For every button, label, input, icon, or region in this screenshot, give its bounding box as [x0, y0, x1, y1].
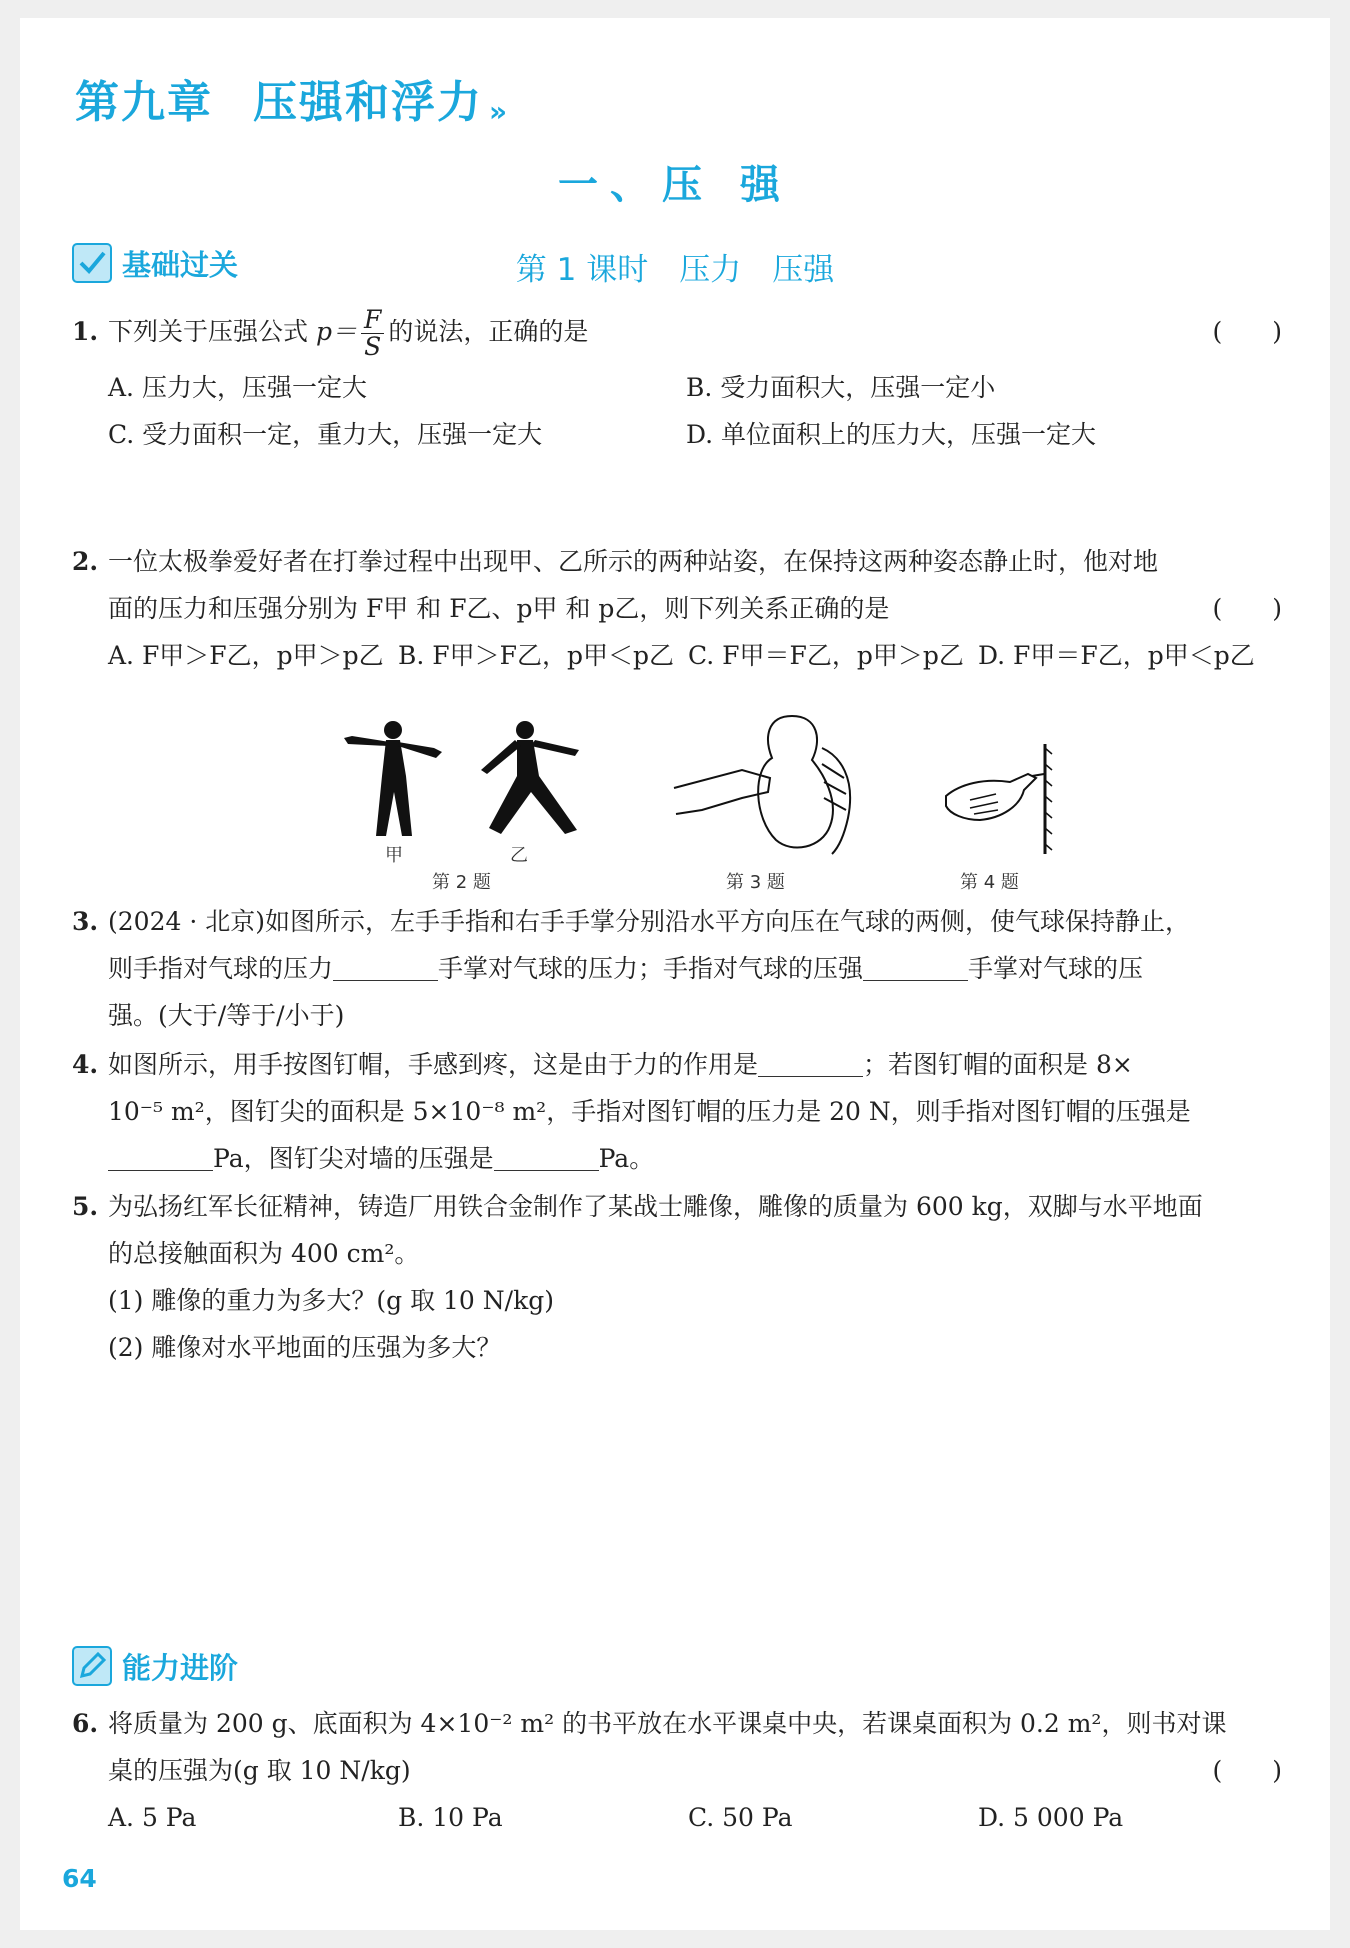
- thumbtack-wall-figure: [940, 744, 1060, 864]
- question-stem: 的总接触面积为 400 cm²。: [108, 1239, 420, 1268]
- question-stem: 的说法，正确的是: [388, 317, 589, 346]
- page-number: 64: [62, 1864, 97, 1893]
- option-c[interactable]: C. 受力面积一定，重力大，压强一定大: [108, 420, 543, 449]
- question-stem: 桌的压强为(g 取 10 N/kg): [108, 1756, 411, 1785]
- option-b[interactable]: B. 10 Pa: [398, 1803, 503, 1832]
- question-stem: (2024 · 北京)如图所示，左手手指和右手手掌分别沿水平方向压在气球的两侧，使气球保持静止，: [108, 907, 1190, 936]
- section-basic: [72, 243, 238, 283]
- subquestion-1: (1) 雕像的重力为多大？(g 取 10 N/kg): [108, 1286, 554, 1315]
- chapter-title: 压强和浮力: [253, 77, 483, 128]
- option-d[interactable]: D. 单位面积上的压力大，压强一定大: [686, 420, 1097, 449]
- figure-caption-2: 第 2 题: [432, 872, 491, 893]
- question-stem: 将质量为 200 g、底面积为 4×10⁻² m² 的书平放在水平课桌中央，若课桌面积为 0.2 m²，则书对课: [108, 1709, 1227, 1738]
- checklist-icon: [72, 243, 112, 283]
- options: [72, 364, 1282, 411]
- option-c[interactable]: C. F甲＝F乙，p甲＞p乙: [688, 641, 964, 670]
- question-stem: 下列关于压强公式: [108, 317, 309, 346]
- question-stem: Pa。: [598, 1144, 655, 1173]
- question-stem: 如图所示，用手按图钉帽，手感到疼，这是由于力的作用是: [108, 1050, 759, 1079]
- subquestion-2: (2) 雕像对水平地面的压强为多大？: [108, 1333, 502, 1362]
- option-a[interactable]: A. 5 Pa: [108, 1803, 197, 1832]
- option-d[interactable]: D. 5 000 Pa: [978, 1803, 1124, 1832]
- formula-lhs: p＝: [315, 317, 357, 346]
- pencil-icon: [72, 1646, 112, 1686]
- question-4: [72, 1041, 1282, 1182]
- question-3: [72, 898, 1282, 1039]
- answer-blank[interactable]: [758, 1050, 863, 1077]
- answer-paren[interactable]: ( ): [1212, 594, 1282, 623]
- question-number: 3.: [72, 907, 99, 936]
- section-title: 一、压 强: [558, 161, 792, 208]
- figure-label-yi: 乙: [510, 845, 528, 866]
- question-number: 1.: [72, 317, 99, 346]
- question-number: 6.: [72, 1709, 99, 1738]
- section-advanced-label: 能力进阶: [122, 1650, 239, 1685]
- answer-blank[interactable]: [863, 954, 968, 981]
- question-stem: 面的压力和压强分别为 F甲 和 F乙、p甲 和 p乙，则下列关系正确的是: [108, 594, 890, 623]
- taichi-stance-jia-figure: [338, 714, 448, 844]
- options: [72, 411, 1282, 458]
- chapter-number: 第九章: [75, 77, 213, 128]
- option-b[interactable]: B. 受力面积大，压强一定小: [686, 373, 996, 402]
- chapter-heading: [75, 66, 509, 130]
- figure-label-jia: 甲: [385, 845, 403, 866]
- options: [72, 1794, 1282, 1841]
- page: [20, 18, 1330, 1930]
- question-stem: 手掌对气球的压力；手指对气球的压强: [438, 954, 864, 983]
- question-number: 2.: [72, 547, 99, 576]
- figure-caption-4: 第 4 题: [960, 872, 1019, 893]
- question-stem: 为弘扬红军长征精神，铸造厂用铁合金制作了某战士雕像，雕像的质量为 600 kg，双脚与水平地面: [108, 1192, 1203, 1221]
- answer-blank[interactable]: [108, 1144, 213, 1171]
- question-stem: ；若图钉帽的面积是 8×: [863, 1050, 1133, 1079]
- question-stem: 手掌对气球的压: [968, 954, 1144, 983]
- lesson-title: 第 1 课时 压力 压强: [515, 252, 835, 288]
- question-stem: Pa，图钉尖对墙的压强是: [213, 1144, 494, 1173]
- question-6: [72, 1700, 1282, 1841]
- question-number: 5.: [72, 1192, 99, 1221]
- question-1: [72, 300, 1282, 458]
- question-stem: 一位太极拳爱好者在打拳过程中出现甲、乙所示的两种站姿，在保持这两种姿态静止时，他对地: [108, 547, 1159, 576]
- answer-paren[interactable]: ( ): [1212, 1756, 1282, 1785]
- question-5: [72, 1183, 1282, 1371]
- question-stem: 则手指对气球的压力: [108, 954, 334, 983]
- question-stem: 强。(大于/等于/小于): [108, 1001, 345, 1030]
- answer-paren[interactable]: ( ): [1212, 317, 1282, 346]
- options: [72, 632, 1282, 679]
- chevron-icon: »: [489, 95, 510, 128]
- taichi-stance-yi-figure: [465, 716, 595, 846]
- figure-caption-3: 第 3 题: [726, 872, 785, 893]
- answer-blank[interactable]: [494, 1144, 599, 1171]
- option-b[interactable]: B. F甲＞F乙，p甲＜p乙: [398, 641, 674, 670]
- option-c[interactable]: C. 50 Pa: [688, 1803, 793, 1832]
- answer-blank[interactable]: [333, 954, 438, 981]
- section-advanced: [72, 1646, 238, 1686]
- section-basic-label: 基础过关: [122, 247, 239, 282]
- question-stem: 10⁻⁵ m²，图钉尖的面积是 5×10⁻⁸ m²，手指对图钉帽的压力是 20 N，则手指对图钉帽的压强是: [108, 1097, 1191, 1126]
- balloon-hands-figure: [672, 708, 872, 858]
- question-number: 4.: [72, 1050, 99, 1079]
- option-d[interactable]: D. F甲＝F乙，p甲＜p乙: [978, 641, 1255, 670]
- figures-row: [20, 708, 1330, 898]
- question-2: [72, 538, 1282, 679]
- pressure-formula: $\frac{F}{S}$: [361, 307, 384, 360]
- option-a[interactable]: A. F甲＞F乙，p甲＞p乙: [108, 641, 384, 670]
- option-a[interactable]: A. 压力大，压强一定大: [108, 373, 367, 402]
